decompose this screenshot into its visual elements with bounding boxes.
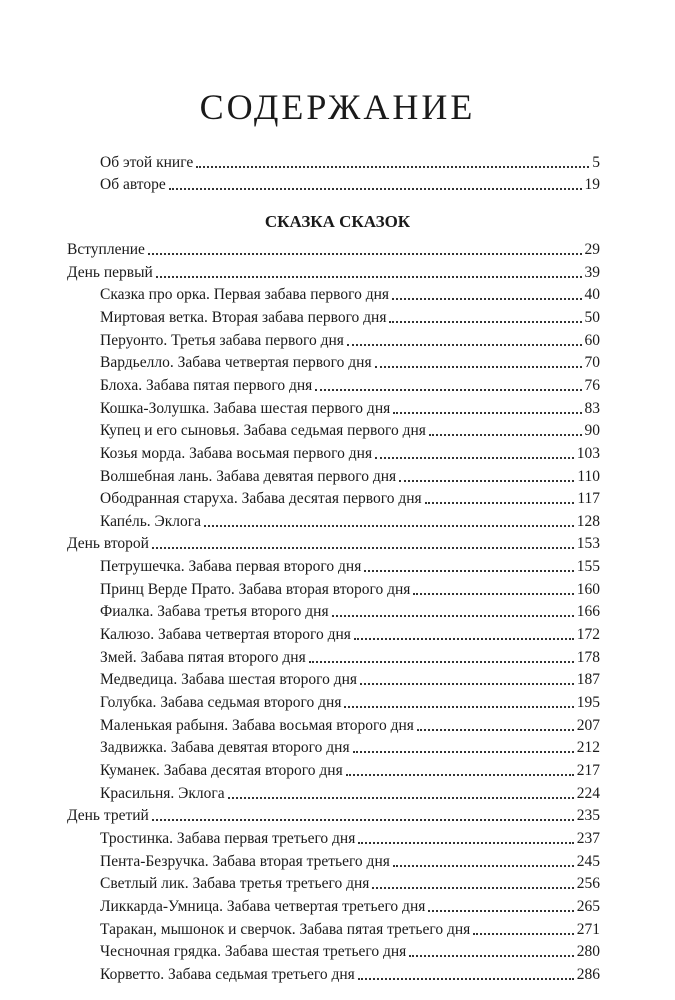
toc-entry-title: Медведица. Забава шестая второго дня (100, 671, 358, 689)
toc-entry[interactable] (100, 735, 600, 757)
dot-leader (425, 502, 575, 504)
toc-entry-title: Сказка про орка. Первая забава первого дня (100, 286, 390, 304)
toc-entry[interactable] (100, 509, 600, 531)
toc-entry-page-number: 110 (577, 467, 600, 485)
toc-entry[interactable] (100, 645, 600, 667)
toc-entry-title: Миртовая ветка. Вторая забава первого дня (100, 308, 387, 326)
toc-entry[interactable] (100, 441, 600, 463)
toc-entry[interactable] (100, 939, 600, 961)
dot-leader (392, 298, 581, 300)
toc-entry[interactable] (100, 599, 600, 621)
toc-entry[interactable] (100, 373, 600, 395)
toc-entry[interactable] (100, 350, 600, 372)
page-title: СОДЕРЖАНИЕ (199, 87, 476, 127)
dot-leader (228, 797, 574, 799)
toc-entry-title: Блоха. Забава пятая первого дня (100, 376, 313, 394)
toc-entry[interactable] (100, 396, 600, 418)
toc-entry-page-number: 271 (576, 920, 600, 938)
dot-leader (372, 887, 573, 889)
toc-entry-page-number: 172 (576, 626, 600, 644)
toc-entry-title: Купец и его сыновья. Забава седьмая первого дня (100, 422, 426, 440)
toc-entry-title: Об авторе (100, 176, 166, 193)
toc-entry-title: Корветто. Забава седьмая третьего дня (100, 965, 355, 983)
dot-leader (389, 321, 581, 323)
toc-entry-title: Вступление (67, 241, 145, 258)
dot-leader (344, 706, 573, 708)
toc-entry[interactable] (67, 531, 600, 553)
dot-leader (417, 729, 574, 731)
toc-entry-page-number: 237 (576, 829, 600, 847)
toc-entry-page-number: 195 (576, 694, 600, 711)
toc-entry-title: Волшебная лань. Забава девятая первого дня (100, 467, 397, 485)
toc-entry-title: Змей. Забава пятая второго дня (100, 648, 306, 666)
dot-leader (152, 547, 574, 549)
toc-entry-title: Чесночная грядка. Забава шестая третьего дня (100, 943, 407, 961)
toc-entry[interactable] (100, 328, 600, 350)
toc-entry-page-number: 160 (576, 580, 600, 598)
dot-leader (353, 751, 574, 753)
toc-entry-page-number: 39 (584, 263, 600, 281)
dot-leader (360, 683, 574, 685)
toc-entry-title: Светлый лик. Забава третья третьего дня (100, 875, 370, 893)
toc-entry-page-number: 60 (584, 331, 600, 349)
toc-entry[interactable] (100, 962, 600, 984)
toc-entry-page-number: 187 (576, 671, 600, 689)
toc-entry-page-number: 19 (584, 176, 600, 193)
toc-entry-page-number: 103 (576, 444, 600, 462)
toc-entry[interactable] (100, 554, 600, 576)
dot-leader (204, 525, 574, 527)
toc-entry-title: Маленькая рабыня. Забава восьмая второго дня (100, 716, 414, 734)
toc-entry-page-number: 256 (576, 875, 600, 893)
toc-entry-page-number: 117 (577, 490, 600, 508)
toc-entry-title: Таракан, мышонок и сверчок. Забава пятая третьего дня (100, 920, 471, 938)
toc-entry[interactable] (100, 282, 600, 304)
toc-entry-page-number: 224 (576, 784, 600, 802)
toc-entry-title: Козья морда. Забава восьмая первого дня (100, 444, 373, 462)
toc-entry-title: День первый (67, 263, 153, 281)
toc-entry[interactable] (100, 150, 600, 172)
toc-entry[interactable] (100, 464, 600, 486)
toc-entry-page-number: 155 (576, 558, 600, 576)
toc-entry[interactable] (67, 237, 600, 259)
dot-leader (358, 842, 573, 844)
toc-entry[interactable] (100, 418, 600, 440)
toc-entry[interactable] (100, 713, 600, 735)
toc-entry[interactable] (100, 826, 600, 848)
toc-entry-page-number: 217 (576, 761, 600, 779)
toc-entry[interactable] (100, 758, 600, 780)
dot-leader (358, 978, 574, 980)
toc-entry[interactable] (100, 917, 600, 939)
section-heading: СКАЗКА СКАЗОК (264, 212, 411, 231)
toc-entry[interactable] (100, 781, 600, 803)
toc-entry-page-number: 245 (576, 852, 600, 870)
toc-entry[interactable] (100, 849, 600, 871)
toc-entry-page-number: 265 (576, 897, 600, 915)
dot-leader (148, 253, 582, 255)
dot-leader (364, 570, 573, 572)
toc-entry-title: Калюзо. Забава четвертая второго дня (100, 626, 351, 644)
toc-entry-title: Пента-Безручка. Забава вторая третьего дня (100, 852, 390, 870)
toc-entry[interactable] (100, 577, 600, 599)
dot-leader (375, 366, 582, 368)
dot-leader (347, 344, 582, 346)
dot-leader (409, 955, 573, 957)
dot-leader (156, 276, 582, 278)
dot-leader (375, 457, 574, 459)
toc-entry-page-number: 5 (592, 154, 600, 171)
dot-leader (309, 661, 574, 663)
toc-entry-title: Кошка-Золушка. Забава шестая первого дня (100, 399, 391, 417)
toc-entry-title: Вардьелло. Забава четвертая первого дня (100, 354, 372, 372)
dot-leader (315, 389, 581, 391)
toc-entry-page-number: 153 (576, 535, 600, 553)
toc-entry-title: Куманек. Забава десятая второго дня (100, 761, 343, 779)
toc-entry-page-number: 166 (576, 603, 600, 621)
toc-entry-page-number: 90 (584, 422, 600, 440)
toc-entry-page-number: 235 (576, 807, 600, 825)
toc-entry-page-number: 178 (576, 648, 600, 666)
toc-entry[interactable] (67, 260, 600, 282)
toc-entry[interactable] (100, 894, 600, 916)
toc-entry-title: Голубка. Забава седьмая второго дня (100, 694, 342, 711)
dot-leader (428, 910, 573, 912)
toc-entry[interactable] (100, 486, 600, 508)
toc-entry[interactable] (100, 172, 600, 194)
dot-leader (169, 188, 582, 190)
dot-leader (473, 933, 573, 935)
toc-entry-page-number: 280 (576, 943, 600, 961)
toc-entry-title: Тростинка. Забава первая третьего дня (100, 829, 356, 847)
toc-entry-page-number: 207 (576, 716, 600, 734)
toc-entry-title: Ободранная старуха. Забава десятая первого дня (100, 490, 422, 508)
dot-leader (413, 593, 573, 595)
dot-leader (393, 412, 581, 414)
dot-leader (152, 819, 574, 821)
toc-entry-page-number: 286 (576, 965, 600, 983)
toc-entry[interactable] (100, 871, 600, 893)
toc-entry-title: Красильня. Эклога (100, 784, 225, 802)
dot-leader (332, 615, 574, 617)
toc-entry-page-number: 83 (584, 399, 600, 417)
dot-leader (196, 166, 589, 168)
toc-entry-title: День второй (67, 535, 149, 553)
toc-entry-page-number: 40 (584, 286, 600, 304)
toc-entry-title: Фиалка. Забава третья второго дня (100, 603, 329, 621)
toc-entry-page-number: 128 (576, 512, 600, 530)
toc-entry-page-number: 76 (584, 376, 600, 394)
dot-leader (429, 434, 582, 436)
toc-entry-title: Ликкарда-Умница. Забава четвертая третьего дня (100, 897, 426, 915)
toc-entry[interactable] (67, 803, 600, 825)
toc-entry-page-number: 70 (584, 354, 600, 372)
toc-entry-title: Капéль. Эклога (100, 512, 202, 530)
toc-entry-title: Об этой книге (100, 154, 194, 171)
toc-entry-title: Задвижка. Забава девятая второго дня (100, 739, 350, 757)
dot-leader (393, 865, 574, 867)
toc-entry[interactable] (100, 690, 600, 712)
dot-leader (399, 480, 574, 482)
toc-entry-title: День третий (67, 807, 149, 825)
dot-leader (346, 774, 574, 776)
toc-entry[interactable] (100, 667, 600, 689)
toc-entry-page-number: 29 (584, 241, 600, 258)
toc-entry-page-number: 50 (584, 308, 600, 326)
toc-entry-title: Петрушечка. Забава первая второго дня (100, 558, 362, 576)
toc-entry[interactable] (100, 305, 600, 327)
toc-entry-page-number: 212 (576, 739, 600, 757)
toc-entry[interactable] (100, 622, 600, 644)
dot-leader (354, 638, 574, 640)
toc-entry-title: Принц Верде Прато. Забава вторая второго дня (100, 580, 411, 598)
toc-entry-title: Перуонто. Третья забава первого дня (100, 331, 344, 349)
